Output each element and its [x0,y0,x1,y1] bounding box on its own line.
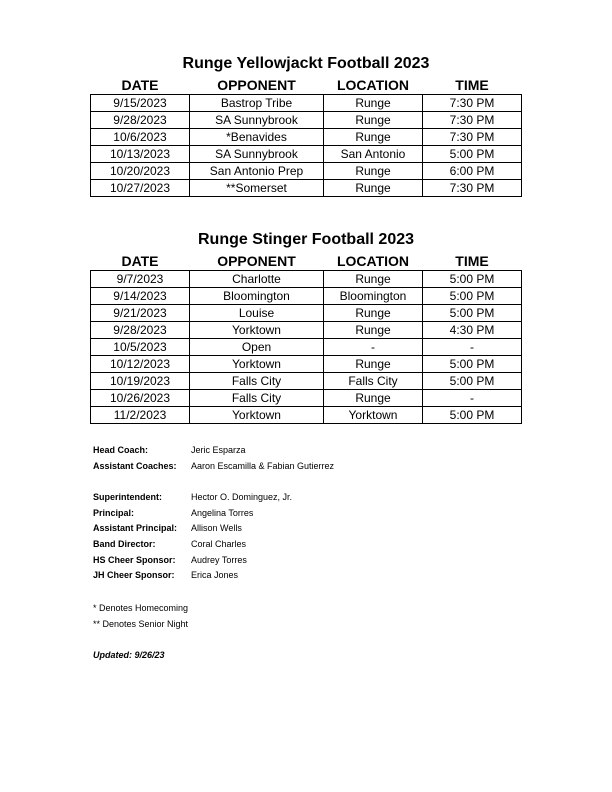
header-date: DATE [121,253,159,269]
cell-location: Runge [324,271,423,288]
table-row [91,407,522,424]
cell-opponent: Bloomington [190,288,324,305]
cell-date: 9/14/2023 [91,288,190,305]
staff-row-hs-cheer-sponsor [93,553,334,569]
cell-time: 5:00 PM [423,356,522,373]
cell-opponent: Yorktown [190,356,324,373]
cell-location: Falls City [324,373,423,390]
table-header-row [91,76,522,95]
cell-time: 7:30 PM [423,180,522,197]
staff-row-jh-cheer-sponsor [93,568,334,584]
cell-location: Runge [324,390,423,407]
cell-opponent: Falls City [190,390,324,407]
table-header-row [91,252,522,271]
table-row [91,163,522,180]
staff-label: Assistant Principal: [93,523,178,534]
cell-opponent: San Antonio Prep [190,163,324,180]
cell-time: 5:00 PM [423,288,522,305]
cell-opponent: **Somerset [190,180,324,197]
updated-date: Updated: 9/26/23 [93,650,165,660]
cell-opponent: Bastrop Tribe [190,95,324,112]
cell-location: - [324,339,423,356]
cell-location: Yorktown [324,407,423,424]
cell-location: Runge [324,163,423,180]
header-location: LOCATION [336,253,410,269]
cell-date: 11/2/2023 [91,407,190,424]
staff-value: Allison Wells [191,523,242,534]
cell-opponent: SA Sunnybrook [190,112,324,129]
cell-location: Runge [324,356,423,373]
cell-opponent: Open [190,339,324,356]
cell-time: 5:00 PM [423,373,522,390]
staff-label: Head Coach: [93,445,149,455]
cell-opponent: Charlotte [190,271,324,288]
cell-opponent: Louise [190,305,324,322]
table-row [91,288,522,305]
staff-value: Audrey Torres [191,554,247,565]
cell-date: 10/12/2023 [91,356,190,373]
staff-value: Hector O. Dominguez, Jr. [191,492,293,503]
cell-location: Runge [324,112,423,129]
staff-row-assistant-principal [93,521,334,537]
header-time: TIME [455,253,489,269]
cell-date: 10/6/2023 [91,129,190,146]
staff-value: Erica Jones [191,570,239,581]
header-opponent: OPPONENT [217,77,296,93]
cell-date: 9/15/2023 [91,95,190,112]
cell-opponent: *Benavides [190,129,324,146]
table-row [91,356,522,373]
stinger-rows [91,271,522,424]
cell-date: 10/27/2023 [91,180,190,197]
yellowjackt-rows [91,95,522,197]
table-row [91,390,522,407]
table-row [91,322,522,339]
cell-date: 10/20/2023 [91,163,190,180]
staff-label: JH Cheer Sponsor: [93,570,175,581]
cell-time: 5:00 PM [423,271,522,288]
yellowjackt-title: Runge Yellowjackt Football 2023 [182,55,430,72]
cell-time: 6:00 PM [423,163,522,180]
cell-location: San Antonio [324,146,423,163]
cell-time: 7:30 PM [423,112,522,129]
cell-time: 5:00 PM [423,407,522,424]
header-date: DATE [121,77,159,93]
cell-time: 7:30 PM [423,95,522,112]
table-row [91,146,522,163]
staff-row-superintendent [93,490,334,506]
stinger-schedule-table [90,252,522,424]
note-homecoming: * Denotes Homecoming [93,603,189,613]
table-row [91,180,522,197]
table-row [91,373,522,390]
header-location: LOCATION [336,77,410,93]
staff-label: Superintendent: [93,492,162,503]
yellowjackt-schedule-table [90,76,522,197]
staff-label: Assistant Coaches: [93,460,177,471]
cell-time: 5:00 PM [423,305,522,322]
stinger-title: Runge Stinger Football 2023 [197,231,415,248]
cell-location: Runge [324,322,423,339]
table-row [91,95,522,112]
staff-value: Coral Charles [191,538,247,549]
staff-label: Band Director: [93,538,156,549]
staff-label: HS Cheer Sponsor: [93,554,176,565]
cell-date: 10/5/2023 [91,339,190,356]
table-row [91,271,522,288]
staff-row-band-director [93,537,334,553]
table-row [91,339,522,356]
schedule-notes [93,600,188,632]
staff-value: Angelina Torres [191,507,254,518]
cell-date: 9/28/2023 [91,112,190,129]
staff-value: Aaron Escamilla & Fabian Gutierrez [191,460,335,471]
cell-location: Runge [324,129,423,146]
header-time: TIME [455,77,489,93]
cell-date: 10/26/2023 [91,390,190,407]
cell-time: - [423,339,522,356]
staff-row-principal [93,506,334,522]
cell-time: 7:30 PM [423,129,522,146]
cell-location: Runge [324,95,423,112]
header-opponent: OPPONENT [217,253,296,269]
cell-time: - [423,390,522,407]
staff-value: Jeric Esparza [191,445,246,455]
cell-opponent: SA Sunnybrook [190,146,324,163]
cell-date: 9/28/2023 [91,322,190,339]
table-row [91,129,522,146]
cell-time: 4:30 PM [423,322,522,339]
cell-date: 10/19/2023 [91,373,190,390]
cell-location: Bloomington [324,288,423,305]
cell-date: 9/21/2023 [91,305,190,322]
cell-location: Runge [324,305,423,322]
table-row [91,305,522,322]
cell-opponent: Yorktown [190,407,324,424]
staff-row-head-coach [93,443,334,459]
cell-date: 9/7/2023 [91,271,190,288]
cell-location: Runge [324,180,423,197]
staff-directory [93,443,334,584]
cell-date: 10/13/2023 [91,146,190,163]
cell-opponent: Falls City [190,373,324,390]
note-senior-night: ** Denotes Senior Night [93,619,189,629]
staff-label: Principal: [93,507,135,518]
staff-row-assistant-coaches [93,459,334,475]
cell-time: 5:00 PM [423,146,522,163]
cell-opponent: Yorktown [190,322,324,339]
table-row [91,112,522,129]
